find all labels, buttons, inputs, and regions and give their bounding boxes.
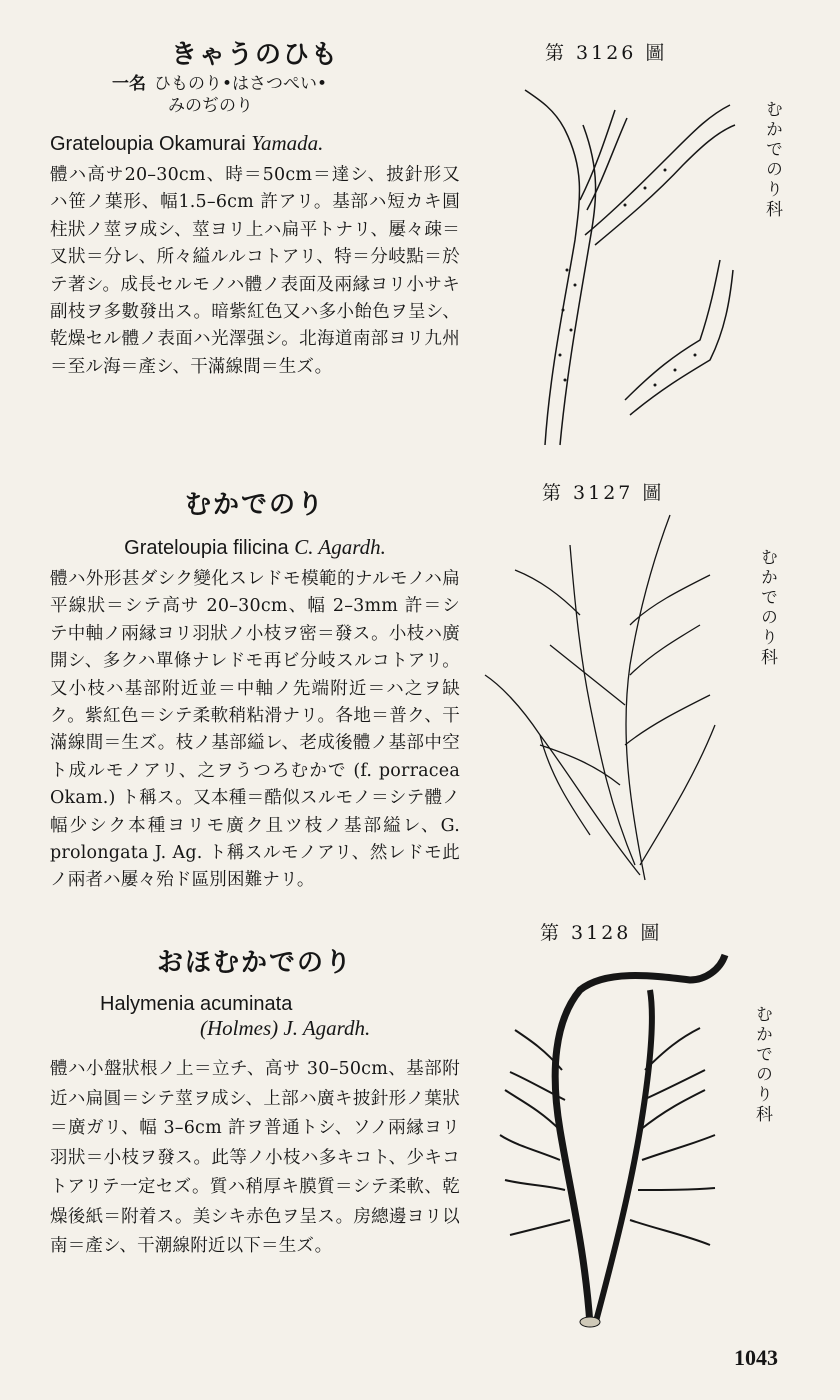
- scientific-name: [50, 131, 460, 156]
- figure-caption: 第 3128 圖: [540, 922, 663, 944]
- entry-title: おほむかでのり: [156, 948, 353, 978]
- entry-title: きゃうのひも: [170, 40, 339, 70]
- figure-caption: 第 3127 圖: [542, 482, 665, 504]
- alias-line-1: ひものり•はさつぺい•: [154, 74, 328, 94]
- page-number: 1043: [734, 1345, 778, 1370]
- entry-title: むかでのり: [184, 490, 325, 520]
- entry-2: [50, 484, 460, 895]
- family-label: むかでのり科: [762, 100, 782, 220]
- sci-author: Yamada.: [251, 131, 324, 155]
- sci-author: C. Agardh.: [294, 535, 386, 559]
- alias-block: [112, 73, 460, 117]
- alias-label: 一名: [112, 74, 146, 94]
- entry-body: 體ハ外形甚ダシク變化スレドモ模範的ナルモノハ扁平線狀＝シテ高サ 20–30cm、幅 2–3mm 許＝シテ中軸ノ兩縁ヨリ羽狀ノ小枝ヲ密＝發ス。小枝ハ廣開シ、多クハ單條ナレドモ再ビ分岐スルコトアリ。又小枝ハ基部附近並＝中軸ノ先端附近＝ハ之ヲ缺ク。紫紅色＝シテ柔軟稍粘滑ナリ。各地＝普ク、干滿線間＝生ズ。枝ノ基部縊レ、老成後體ノ基部中空ト成ルモノアリ、之ヲうつろむかで (f. porracea Okam.) ト稱ス。又本種＝酷似スルモノ＝シテ體ノ幅少シク本種ヨリモ廣ク且ツ枝ノ基部縊レ、G. prolongata J. Ag. ト稱スルモノアリ、然レドモ此ノ兩者ハ屢々殆ド區別困難ナリ。: [50, 569, 460, 891]
- figure-caption: 第 3126 圖: [545, 42, 668, 64]
- scientific-name: [50, 535, 460, 560]
- alias-line-2: みのぢのり: [168, 96, 253, 116]
- sci-genus: Grateloupia filicina: [124, 537, 289, 559]
- entry-3: [50, 942, 460, 1262]
- scientific-name: [50, 993, 460, 1041]
- seaweed-illustration-3127: [480, 505, 730, 885]
- sci-genus: Grateloupia Okamurai: [50, 133, 246, 155]
- seaweed-illustration-3128: [490, 950, 740, 1330]
- sci-author: (Holmes) J. Agardh.: [200, 1016, 371, 1040]
- entry-body: 體ハ高サ20–30cm、時＝50cm＝達シ、披針形又ハ笹ノ葉形、幅1.5–6cm 許アリ。基部ハ短カキ圓柱狀ノ莖ヲ成シ、莖ヨリ上ハ扁平トナリ、屢々疎＝叉狀＝分レ、所々縊ルルコトアリ、特＝分岐點＝於テ著シ。成長セルモノハ體ノ表面及兩縁ヨリ小サキ副枝ヲ多數發出ス。暗紫紅色又ハ多小飴色ヲ呈シ、乾燥セル體ノ表面ハ光澤强シ。北海道南部ヨリ九州＝至ル海＝產シ、干滿線間＝生ズ。: [50, 165, 460, 377]
- entry-body: 體ハ小盤狀根ノ上＝立チ、高サ 30–50cm、基部附近ハ扁圓＝シテ莖ヲ成シ、上部ハ廣キ披針形ノ葉狀＝廣ガリ、幅 3–6cm 許ヲ普通トシ、ソノ兩縁ヨリ羽狀＝小枝ヲ發ス。此等ノ小枝ハ多キコト、少キコトアリテ一定セズ。質ハ稍厚キ膜質＝シテ柔軟、乾燥後紙＝附着ス。美シキ赤色ヲ呈ス。房總邊ヨリ以南＝產シ、干潮線附近以下＝生ズ。: [50, 1059, 460, 1256]
- family-label: むかでのり科: [757, 548, 777, 668]
- family-label: むかでのり科: [752, 1005, 772, 1125]
- entry-1: [50, 34, 460, 381]
- sci-genus: Halymenia acuminata: [100, 993, 293, 1015]
- seaweed-illustration-3126: [505, 70, 745, 470]
